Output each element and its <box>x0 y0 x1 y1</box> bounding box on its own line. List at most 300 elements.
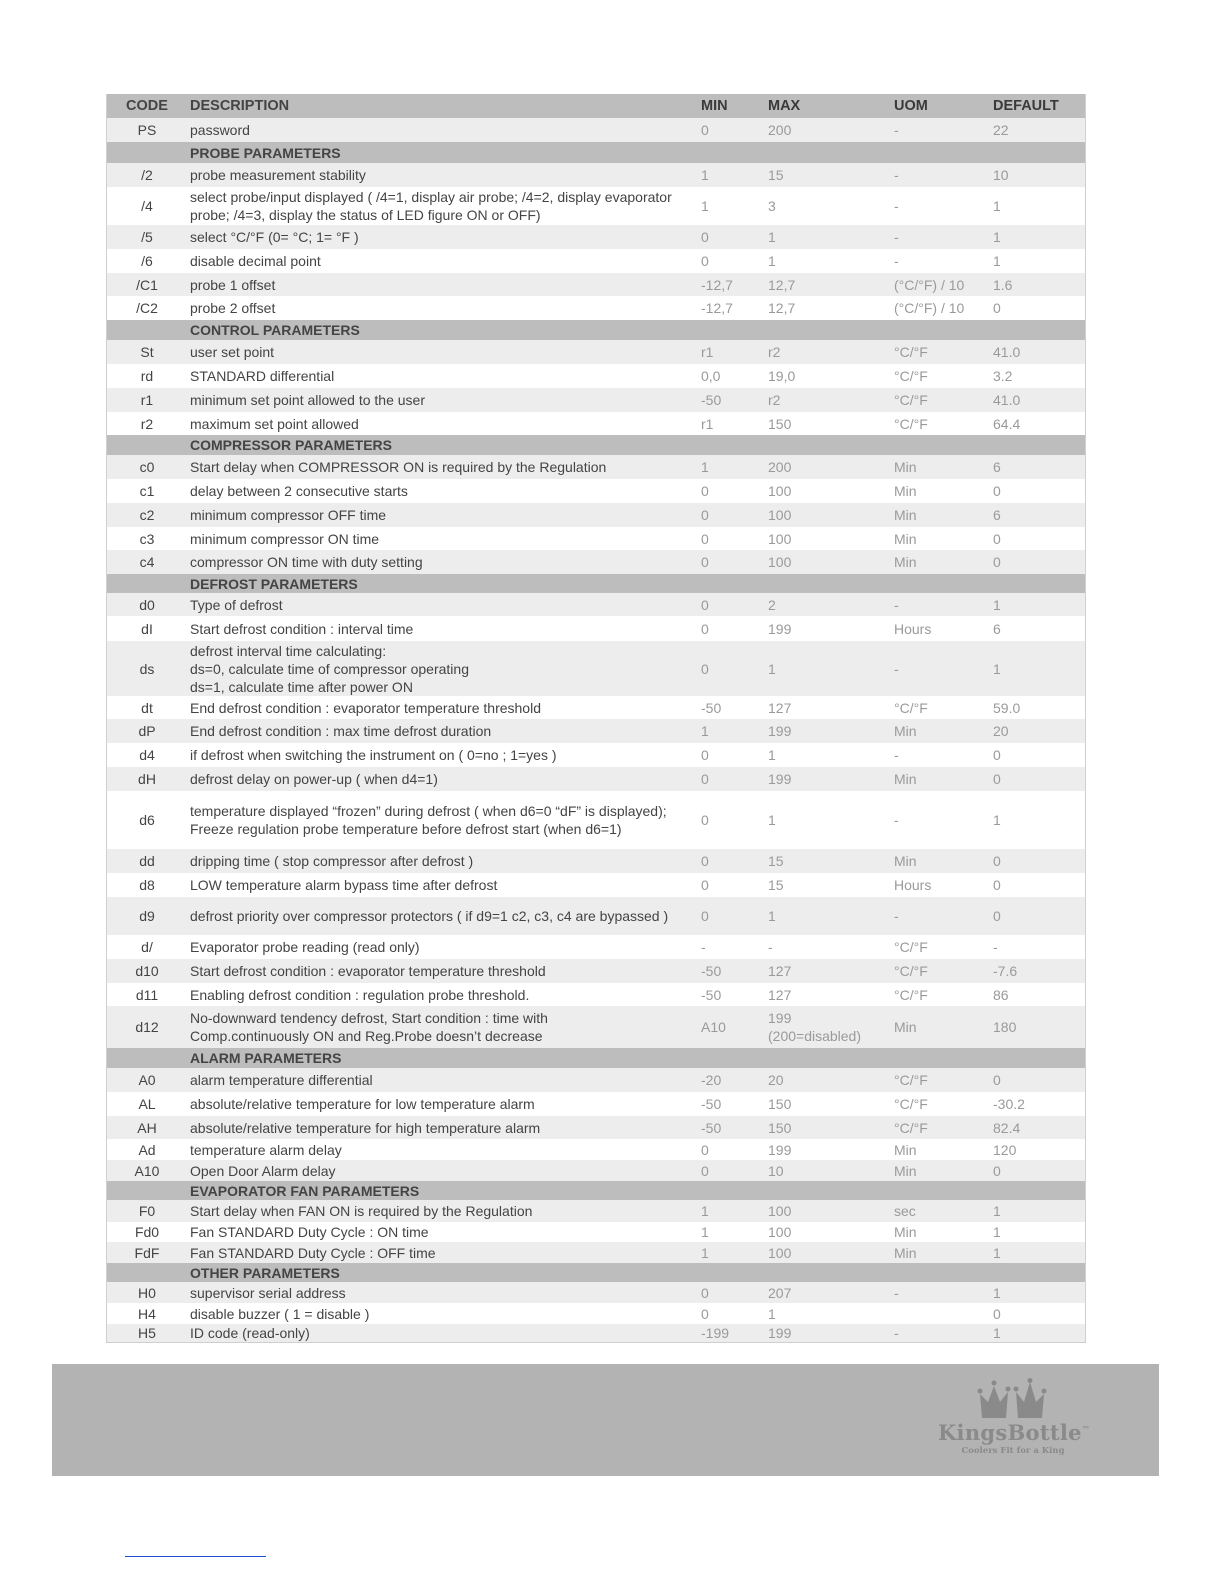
table-row <box>107 249 1085 273</box>
param-default: 120 <box>993 1141 1017 1158</box>
param-max: 200 <box>768 122 792 138</box>
param-uom: Min <box>894 1244 917 1261</box>
param-min: 0 <box>701 122 709 138</box>
param-default: 64.4 <box>993 415 1021 432</box>
param-description: Open Door Alarm delay <box>190 1162 336 1179</box>
param-code: dP <box>138 723 156 739</box>
param-uom: Min <box>894 530 917 547</box>
param-uom: - <box>894 660 899 677</box>
param-max: 1 <box>768 229 776 245</box>
param-default: 1 <box>993 1284 1001 1301</box>
param-max: 127 <box>768 963 792 979</box>
param-default: 20 <box>993 723 1009 739</box>
param-max: r2 <box>768 392 781 408</box>
table-row <box>107 1068 1085 1092</box>
param-min: 0 <box>701 1284 709 1301</box>
param-max: 127 <box>768 699 792 716</box>
param-default: 1 <box>993 1244 1001 1261</box>
param-code: Fd0 <box>134 1224 160 1240</box>
param-uom: Min <box>894 483 917 499</box>
param-code: /C1 <box>136 276 158 293</box>
param-min: -50 <box>701 986 722 1003</box>
table-row <box>107 696 1085 719</box>
param-description: absolute/relative temperature for low temperature alarm <box>190 1096 535 1112</box>
parameter-table <box>106 94 1086 1343</box>
table-row <box>107 873 1085 897</box>
kingsbottle-logo <box>938 1378 1091 1462</box>
param-max: 100 <box>768 1203 792 1219</box>
param-min: 0 <box>701 596 709 613</box>
param-description: defrost interval time calculating: ds=0, calculate time of compressor operating ds=1, calculate time after power ON <box>190 642 469 695</box>
param-description: supervisor serial address <box>190 1284 346 1301</box>
param-default: 0 <box>993 853 1001 869</box>
param-uom: (°C/°F) / 10 <box>894 300 965 316</box>
header-description: DESCRIPTION <box>190 98 290 114</box>
table-row <box>107 479 1085 503</box>
table-row <box>107 550 1085 574</box>
param-max: 12,7 <box>768 300 796 316</box>
param-default: 0 <box>993 1305 1001 1322</box>
table-header <box>107 94 1085 118</box>
param-default: 0 <box>993 1162 1001 1179</box>
param-code: d11 <box>135 986 159 1003</box>
table-row <box>107 455 1085 479</box>
param-uom: Min <box>894 1162 917 1179</box>
param-description: temperature displayed “frozen” during defrost ( when d6=0 “dF” is displayed); Freeze regulation probe temperature before defrost start (when d6=1) <box>190 803 667 837</box>
param-max: 3 <box>768 198 776 214</box>
section-title: PROBE PARAMETERS <box>190 144 341 161</box>
param-min: r1 <box>701 344 714 360</box>
param-description: select probe/input displayed ( /4=1, display air probe; /4=2, display evaporator probe; /4=3, display the status of LED figure ON or OFF) <box>190 189 672 223</box>
param-code: /5 <box>141 229 153 245</box>
param-code: /4 <box>141 198 153 214</box>
param-min: 0 <box>701 877 709 893</box>
param-min: - <box>701 939 706 955</box>
section-header-row <box>107 142 1085 163</box>
param-code: dt <box>141 699 153 716</box>
param-uom: °C/°F <box>894 392 928 408</box>
param-uom: °C/°F <box>894 963 928 979</box>
param-max: 199 <box>768 771 792 787</box>
param-max: 1 <box>768 253 776 269</box>
section-title: COMPRESSOR PARAMETERS <box>190 437 392 453</box>
param-max: 100 <box>768 507 792 523</box>
param-default: 1 <box>993 253 1001 269</box>
param-uom: - <box>894 812 899 828</box>
param-min: -20 <box>701 1072 722 1088</box>
param-default: 41.0 <box>993 344 1021 360</box>
table-row <box>107 1092 1085 1116</box>
param-description: probe 1 offset <box>190 276 276 293</box>
param-description: Start defrost condition : interval time <box>190 620 414 637</box>
param-max: 2 <box>768 596 776 613</box>
param-description: disable decimal point <box>190 253 321 269</box>
param-description: user set point <box>190 344 275 360</box>
param-code: d/ <box>141 939 153 955</box>
param-code: c2 <box>139 507 155 523</box>
param-code: Ad <box>138 1141 156 1158</box>
param-uom: - <box>894 596 899 613</box>
param-max: 100 <box>768 1244 792 1261</box>
table-row <box>107 743 1085 767</box>
param-uom: Min <box>894 554 917 570</box>
param-max: 100 <box>768 554 792 570</box>
param-description: No-downward tendency defrost, Start condition : time with Comp.continuously ON and Reg.Probe doesn’t decrease <box>190 1010 548 1044</box>
param-default: 0 <box>993 483 1001 499</box>
param-code: r2 <box>140 415 154 432</box>
param-min: 1 <box>701 723 709 739</box>
param-min: 1 <box>701 1203 709 1219</box>
param-uom: (°C/°F) / 10 <box>894 276 965 293</box>
table-row <box>107 1324 1085 1342</box>
param-code: PS <box>137 122 157 138</box>
param-default: 1 <box>993 1325 1001 1341</box>
param-max: 150 <box>768 1096 792 1112</box>
param-uom: Min <box>894 853 917 869</box>
param-min: -12,7 <box>701 276 733 293</box>
param-uom: - <box>894 167 899 183</box>
param-code: d6 <box>139 812 155 828</box>
param-uom: - <box>894 747 899 763</box>
table-row <box>107 503 1085 527</box>
param-min: 1 <box>701 1224 709 1240</box>
param-uom: Min <box>894 1224 917 1240</box>
param-default: 10 <box>993 167 1009 183</box>
param-uom: °C/°F <box>894 1096 928 1112</box>
param-min: r1 <box>701 415 714 432</box>
table-body <box>107 118 1085 1342</box>
param-default: 3.2 <box>993 368 1013 384</box>
table-row <box>107 187 1085 225</box>
param-min: 0 <box>701 660 709 677</box>
section-header-row <box>107 1263 1085 1282</box>
param-code: d4 <box>139 747 155 763</box>
param-default: 0 <box>993 771 1001 787</box>
table-row <box>107 1222 1085 1242</box>
param-min: 1 <box>701 1244 709 1261</box>
param-min: 0 <box>701 908 709 924</box>
param-default: 1.6 <box>993 276 1013 293</box>
param-description: Start delay when FAN ON is required by the Regulation <box>190 1203 533 1219</box>
param-min: 0 <box>701 483 709 499</box>
param-description: maximum set point allowed <box>190 415 359 432</box>
table-row <box>107 616 1085 641</box>
table-row <box>107 1160 1085 1181</box>
link-underline[interactable] <box>125 1556 266 1557</box>
table-row <box>107 767 1085 791</box>
param-code: St <box>140 344 154 360</box>
param-code: c1 <box>139 483 155 499</box>
param-description: dripping time ( stop compressor after defrost ) <box>190 853 474 869</box>
param-code: H4 <box>138 1305 156 1322</box>
param-uom: °C/°F <box>894 1119 928 1136</box>
param-max: 127 <box>768 986 792 1003</box>
table-row <box>107 1006 1085 1048</box>
param-code: c0 <box>139 459 155 475</box>
param-uom: °C/°F <box>894 1072 928 1088</box>
param-default: 1 <box>993 198 1001 214</box>
param-min: 0 <box>701 229 709 245</box>
param-min: 1 <box>701 198 709 214</box>
param-code: /C2 <box>136 300 158 316</box>
param-min: 0 <box>701 554 709 570</box>
param-description: delay between 2 consecutive starts <box>190 483 408 499</box>
param-code: AL <box>138 1096 156 1112</box>
param-max: 199 <box>768 1141 792 1158</box>
param-default: 0 <box>993 300 1001 316</box>
table-row <box>107 641 1085 696</box>
param-description: defrost delay on power-up ( when d4=1) <box>190 771 438 787</box>
param-description: Type of defrost <box>190 596 283 613</box>
param-uom: sec <box>894 1203 916 1219</box>
param-max: 10 <box>768 1162 784 1179</box>
param-default: 6 <box>993 620 1001 637</box>
param-min: 0 <box>701 1305 709 1322</box>
logo-tagline: Coolers Fit for a King <box>961 1446 1065 1456</box>
param-uom: Min <box>894 771 917 787</box>
param-code: d8 <box>139 877 155 893</box>
param-uom: - <box>894 1325 899 1341</box>
table-row <box>107 225 1085 249</box>
param-uom: - <box>894 229 899 245</box>
table-row <box>107 897 1085 935</box>
param-code: d12 <box>135 1019 159 1035</box>
param-code: c4 <box>139 554 155 570</box>
param-uom: - <box>894 122 899 138</box>
logo-wordmark: KingsBottle™ <box>938 1420 1091 1445</box>
param-max: 199 <box>768 723 792 739</box>
table-row <box>107 959 1085 983</box>
param-uom: - <box>894 198 899 214</box>
param-max: 150 <box>768 415 792 432</box>
crown-icon <box>938 1378 1088 1422</box>
param-default: 180 <box>993 1019 1017 1035</box>
param-uom: Min <box>894 459 917 475</box>
param-default: 1 <box>993 812 1001 828</box>
param-description: End defrost condition : max time defrost duration <box>190 723 492 739</box>
param-description: Evaporator probe reading (read only) <box>190 939 420 955</box>
param-min: 0 <box>701 812 709 828</box>
param-code: d0 <box>139 596 155 613</box>
param-description: Start delay when COMPRESSOR ON is required by the Regulation <box>190 459 607 475</box>
param-description: probe measurement stability <box>190 167 366 183</box>
param-min: 0 <box>701 853 709 869</box>
table-row <box>107 163 1085 187</box>
param-code: rd <box>140 368 154 384</box>
param-min: -199 <box>701 1325 730 1341</box>
param-uom: - <box>894 908 899 924</box>
param-description: absolute/relative temperature for high temperature alarm <box>190 1119 541 1136</box>
section-header-row <box>107 320 1085 340</box>
param-default: 6 <box>993 459 1001 475</box>
section-title: DEFROST PARAMETERS <box>190 575 358 592</box>
param-description: compressor ON time with duty setting <box>190 554 423 570</box>
param-default: 0 <box>993 908 1001 924</box>
param-uom: Min <box>894 723 917 739</box>
param-default: 1 <box>993 596 1001 613</box>
param-max: r2 <box>768 344 781 360</box>
param-uom: Hours <box>894 620 932 637</box>
param-code: F0 <box>138 1203 156 1219</box>
param-code: c3 <box>139 530 155 547</box>
section-title: CONTROL PARAMETERS <box>190 322 360 338</box>
param-max: 200 <box>768 459 792 475</box>
param-description: ID code (read-only) <box>190 1325 310 1341</box>
table-row <box>107 527 1085 550</box>
param-code: dI <box>141 620 153 637</box>
param-min: -50 <box>701 1096 722 1112</box>
param-max: 1 <box>768 1305 776 1322</box>
param-default: 22 <box>993 122 1009 138</box>
param-uom: - <box>894 253 899 269</box>
table-row <box>107 1116 1085 1139</box>
param-code: r1 <box>140 392 154 408</box>
param-code: AH <box>137 1119 157 1136</box>
param-min: 0,0 <box>701 368 721 384</box>
param-min: 0 <box>701 771 709 787</box>
param-code: d9 <box>139 908 155 924</box>
param-description: minimum compressor ON time <box>190 530 380 547</box>
param-max: 199 (200=disabled) <box>768 1010 862 1044</box>
param-description: Start defrost condition : evaporator temperature threshold <box>190 963 546 979</box>
param-default: 0 <box>993 530 1001 547</box>
param-uom: °C/°F <box>894 415 928 432</box>
section-header-row <box>107 574 1085 593</box>
param-description: minimum compressor OFF time <box>190 507 387 523</box>
param-max: 207 <box>768 1284 792 1301</box>
param-min: -50 <box>701 699 722 716</box>
param-default: -7.6 <box>993 963 1018 979</box>
section-header-row <box>107 1048 1085 1068</box>
param-min: A10 <box>701 1019 726 1035</box>
table-row <box>107 983 1085 1006</box>
param-uom: Min <box>894 1141 917 1158</box>
param-max: 12,7 <box>768 276 796 293</box>
header-default: DEFAULT <box>993 98 1059 114</box>
param-min: 1 <box>701 167 709 183</box>
param-code: /2 <box>141 167 153 183</box>
param-min: -50 <box>701 392 722 408</box>
param-max: 199 <box>768 1325 792 1341</box>
param-default: 1 <box>993 1203 1001 1219</box>
table-row <box>107 1282 1085 1303</box>
header-max: MAX <box>768 98 801 114</box>
param-max: 100 <box>768 530 792 547</box>
param-description: password <box>190 122 250 138</box>
param-code: A10 <box>134 1162 160 1179</box>
param-default: 1 <box>993 1224 1001 1240</box>
param-default: -30.2 <box>993 1096 1025 1112</box>
section-header-row <box>107 1181 1085 1200</box>
table-row <box>107 1139 1085 1160</box>
param-description: End defrost condition : evaporator temperature threshold <box>190 699 541 716</box>
table-row <box>107 364 1085 388</box>
section-title: ALARM PARAMETERS <box>190 1050 342 1066</box>
table-row <box>107 1200 1085 1222</box>
param-default: 0 <box>993 1072 1001 1088</box>
table-row <box>107 791 1085 849</box>
param-description: Enabling defrost condition : regulation probe threshold. <box>190 986 530 1003</box>
param-uom: °C/°F <box>894 939 928 955</box>
param-max: 1 <box>768 812 776 828</box>
param-description: if defrost when switching the instrument on ( 0=no ; 1=yes ) <box>190 747 557 763</box>
param-uom: - <box>894 1284 899 1301</box>
table-row <box>107 296 1085 320</box>
param-uom: Min <box>894 1019 917 1035</box>
param-code: dH <box>138 771 156 787</box>
param-max: 15 <box>768 853 784 869</box>
param-description: select °C/°F (0= °C; 1= °F ) <box>190 229 359 245</box>
table-row <box>107 118 1085 142</box>
param-code: d10 <box>135 963 159 979</box>
param-default: 1 <box>993 229 1001 245</box>
param-uom: Min <box>894 507 917 523</box>
param-description: STANDARD differential <box>190 368 335 384</box>
param-max: 1 <box>768 908 776 924</box>
table-row <box>107 1303 1085 1324</box>
param-description: probe 2 offset <box>190 300 276 316</box>
param-default: 0 <box>993 554 1001 570</box>
param-uom: °C/°F <box>894 986 928 1003</box>
param-min: 0 <box>701 1141 709 1158</box>
header-code: CODE <box>126 98 168 114</box>
header-min: MIN <box>701 98 728 114</box>
section-header-row <box>107 435 1085 455</box>
param-code: ds <box>139 660 155 677</box>
table-row <box>107 388 1085 412</box>
param-default: 0 <box>993 747 1001 763</box>
param-min: -50 <box>701 1119 722 1136</box>
param-description: disable buzzer ( 1 = disable ) <box>190 1305 370 1322</box>
table-row <box>107 719 1085 743</box>
param-uom: °C/°F <box>894 699 928 716</box>
param-code: H0 <box>138 1284 156 1301</box>
param-max: 150 <box>768 1119 792 1136</box>
table-row <box>107 340 1085 364</box>
param-description: temperature alarm delay <box>190 1141 342 1158</box>
param-min: -12,7 <box>701 300 733 316</box>
param-description: defrost priority over compressor protectors ( if d9=1 c2, c3, c4 are bypassed ) <box>190 908 669 924</box>
param-max: 100 <box>768 1224 792 1240</box>
param-max: - <box>768 939 773 955</box>
param-description: minimum set point allowed to the user <box>190 392 425 408</box>
param-min: 0 <box>701 507 709 523</box>
param-code: FdF <box>134 1244 160 1261</box>
param-max: 19,0 <box>768 368 796 384</box>
param-uom: °C/°F <box>894 368 928 384</box>
param-max: 15 <box>768 167 784 183</box>
param-default: - <box>993 939 998 955</box>
header-uom: UOM <box>894 98 928 114</box>
param-description: alarm temperature differential <box>190 1072 373 1088</box>
param-description: Fan STANDARD Duty Cycle : ON time <box>190 1224 429 1240</box>
param-max: 1 <box>768 747 776 763</box>
param-default: 6 <box>993 507 1001 523</box>
table-row <box>107 849 1085 873</box>
section-title: OTHER PARAMETERS <box>190 1264 340 1281</box>
param-default: 41.0 <box>993 392 1021 408</box>
param-default: 1 <box>993 660 1001 677</box>
param-default: 82.4 <box>993 1119 1021 1136</box>
table-row <box>107 1242 1085 1263</box>
table-row <box>107 935 1085 959</box>
table-row <box>107 593 1085 616</box>
section-title: EVAPORATOR FAN PARAMETERS <box>190 1182 420 1199</box>
param-default: 59.0 <box>993 699 1021 716</box>
param-min: 0 <box>701 530 709 547</box>
table-row <box>107 273 1085 296</box>
param-min: 0 <box>701 620 709 637</box>
